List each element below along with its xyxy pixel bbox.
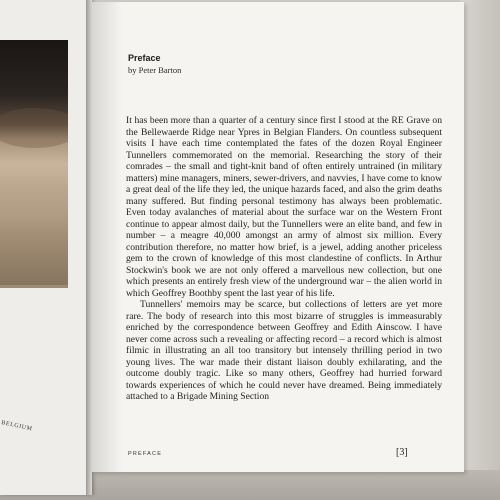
page-shadow [92, 2, 122, 472]
paragraph-2: Tunnellers' memoirs may be scarce, but collections of letters are yet more rare. The body of research into this most bizarre of struggles is immeasurably enriched by the correspondence between Geoffrey and Edith Ainscow. I have never come across such a revealing or affecting record – a record which is almost filmic in illustrating an all too transitory but intensely thrilling period in two young lives. The war made their distant liaison doubly exhilarating, and the outcome doubly tragic. Like so many others, Geoffrey had hurried forward towards experiences of which he could never have dreamed. Being immediately attached to a Brigade Mining Section [126, 299, 442, 402]
photo-caption: BELGIUM [0, 420, 33, 433]
background-surface [460, 0, 500, 500]
body-text [126, 115, 442, 403]
page-number: [3] [396, 447, 408, 458]
preface-page [92, 2, 464, 472]
page-title: Preface [128, 53, 161, 63]
paragraph-1: It has been more than a quarter of a century since first I stood at the RE Grave on the Bellewaerde Ridge near Ypres in Belgian Flanders. On countless subsequent visits I have each time contemplated the fates of the dozen Royal Engineer Tunnellers commemorated on the memorial. Researching the story of their comrades – the small and tight-knit band of often entirely untrained (in military matters) mine managers, miners, sewer-drivers, and navvies, I have come to know a great deal of the life they led, the unique hazards faced, and also the grim deaths many suffered. But finding personal testimony has always been problematic. Even today avalanches of material about the surface war on the Western Front continue to appear almost daily, but the Tunnellers were an elite band, and few in number – a meagre 40,000 amongst an army of almost six million. Every contribution therefore, no matter how brief, is a jewel, adding another priceless gem to the crown of knowledge of this most clandestine of conflicts. In Arthur Stockwin's book we are not only offered a marvellous new collection, but one which presents an entirely fresh view of the underground war – the alien world in which Geoffrey Boothby spent the last year of his life. [126, 115, 442, 299]
running-footer: PREFACE [128, 451, 163, 457]
author-byline: by Peter Barton [128, 65, 182, 75]
facing-page [0, 0, 92, 495]
battlefield-photo [0, 40, 68, 288]
